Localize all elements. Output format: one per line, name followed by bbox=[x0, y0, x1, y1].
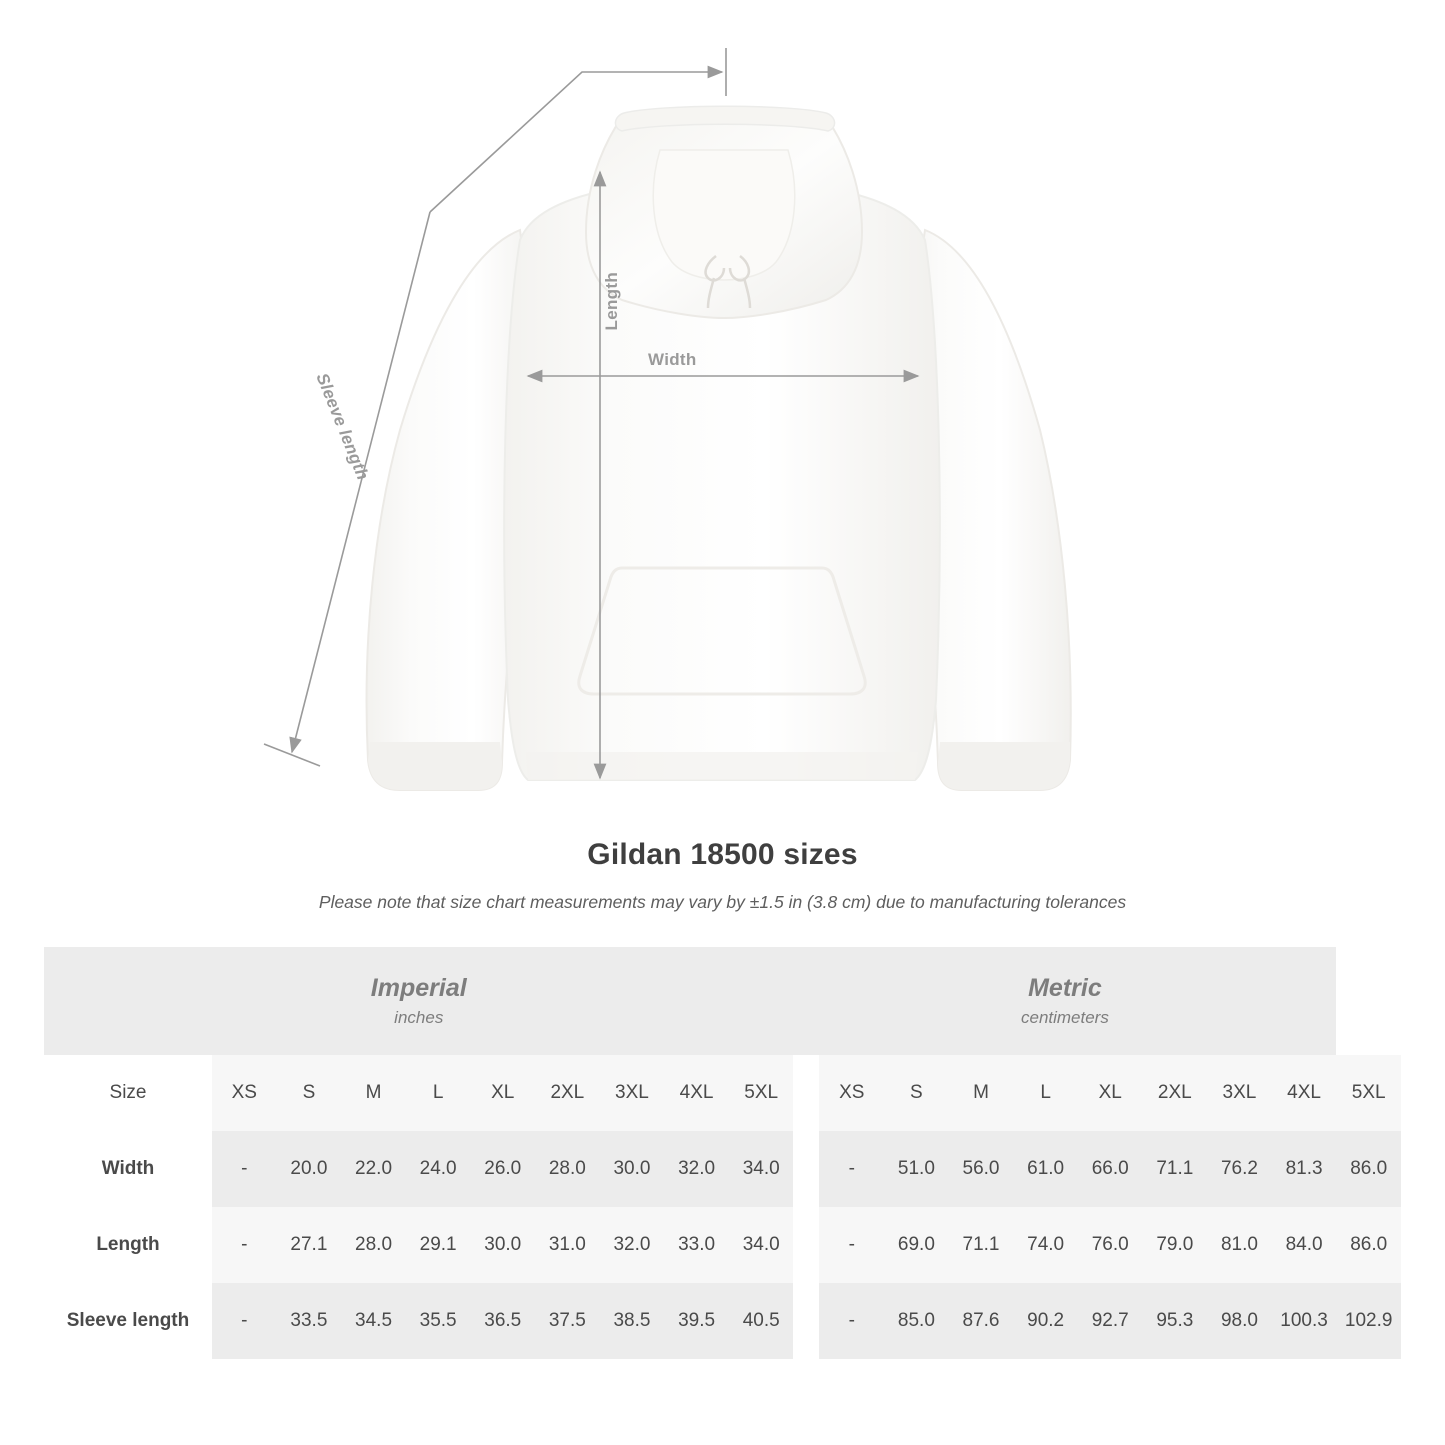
size-header-label: Size bbox=[44, 1055, 212, 1131]
size-header-row bbox=[44, 1055, 1401, 1131]
cell-sleeve-imp-2: 34.5 bbox=[341, 1283, 406, 1359]
cell-sleeve-imp-4: 36.5 bbox=[470, 1283, 535, 1359]
cell-width-met-5: 71.1 bbox=[1143, 1131, 1208, 1207]
cell-sleeve-met-5: 95.3 bbox=[1143, 1283, 1208, 1359]
cell-width-imp-0: - bbox=[212, 1131, 277, 1207]
cell-width-imp-5: 28.0 bbox=[535, 1131, 600, 1207]
cell-sleeve-imp-8: 40.5 bbox=[729, 1283, 794, 1359]
cell-width-met-8: 86.0 bbox=[1336, 1131, 1401, 1207]
cell-width-met-4: 66.0 bbox=[1078, 1131, 1143, 1207]
hoodie-shape bbox=[367, 106, 1071, 790]
size-header-imperial-0: XS bbox=[212, 1055, 277, 1131]
cell-length-imp-7: 33.0 bbox=[664, 1207, 729, 1283]
cell-width-imp-1: 20.0 bbox=[277, 1131, 342, 1207]
cell-length-met-4: 76.0 bbox=[1078, 1207, 1143, 1283]
cell-width-met-7: 81.3 bbox=[1272, 1131, 1337, 1207]
size-header-imperial-1: S bbox=[277, 1055, 342, 1131]
cell-sleeve-imp-7: 39.5 bbox=[664, 1283, 729, 1359]
row-label-width: Width bbox=[44, 1131, 212, 1207]
cell-length-imp-5: 31.0 bbox=[535, 1207, 600, 1283]
cell-length-met-5: 79.0 bbox=[1143, 1207, 1208, 1283]
cell-width-imp-2: 22.0 bbox=[341, 1131, 406, 1207]
cell-width-met-3: 61.0 bbox=[1013, 1131, 1078, 1207]
tolerance-note: Please note that size chart measurements may vary by ±1.5 in (3.8 cm) due to manufacturing tolerances bbox=[318, 892, 1127, 912]
cell-sleeve-met-4: 92.7 bbox=[1078, 1283, 1143, 1359]
cell-sleeve-imp-0: - bbox=[212, 1283, 277, 1359]
table-row bbox=[44, 1207, 1401, 1283]
size-header-metric-2: M bbox=[949, 1055, 1014, 1131]
column-gap bbox=[793, 1055, 819, 1131]
cell-length-imp-6: 32.0 bbox=[600, 1207, 665, 1283]
cell-length-met-8: 86.0 bbox=[1336, 1207, 1401, 1283]
size-header-metric-1: S bbox=[884, 1055, 949, 1131]
imperial-unit-cell bbox=[44, 947, 793, 1055]
cell-width-imp-7: 32.0 bbox=[664, 1131, 729, 1207]
cell-length-met-0: - bbox=[819, 1207, 884, 1283]
cell-sleeve-met-3: 90.2 bbox=[1013, 1283, 1078, 1359]
size-header-metric-8: 5XL bbox=[1336, 1055, 1401, 1131]
imperial-unit-name: Imperial bbox=[370, 973, 467, 1002]
row-label-length: Length bbox=[44, 1207, 212, 1283]
size-header-imperial-2: M bbox=[341, 1055, 406, 1131]
cell-sleeve-met-6: 98.0 bbox=[1207, 1283, 1272, 1359]
cell-length-met-1: 69.0 bbox=[884, 1207, 949, 1283]
size-header-imperial-4: XL bbox=[470, 1055, 535, 1131]
cell-width-met-6: 76.2 bbox=[1207, 1131, 1272, 1207]
cell-length-imp-2: 28.0 bbox=[341, 1207, 406, 1283]
cell-length-met-6: 81.0 bbox=[1207, 1207, 1272, 1283]
cell-length-met-3: 74.0 bbox=[1013, 1207, 1078, 1283]
cell-length-met-7: 84.0 bbox=[1272, 1207, 1337, 1283]
metric-unit-sub: centimeters bbox=[1020, 1008, 1109, 1028]
size-header-imperial-8: 5XL bbox=[729, 1055, 794, 1131]
column-gap bbox=[793, 1131, 819, 1207]
cell-length-imp-3: 29.1 bbox=[406, 1207, 471, 1283]
cell-sleeve-met-2: 87.6 bbox=[949, 1283, 1014, 1359]
size-table bbox=[44, 947, 1401, 1359]
cell-width-imp-6: 30.0 bbox=[600, 1131, 665, 1207]
column-gap bbox=[793, 1207, 819, 1283]
cell-length-imp-0: - bbox=[212, 1207, 277, 1283]
cell-sleeve-met-8: 102.9 bbox=[1336, 1283, 1401, 1359]
cell-length-imp-8: 34.0 bbox=[729, 1207, 794, 1283]
imperial-unit-sub: inches bbox=[394, 1008, 444, 1028]
table-row bbox=[44, 1131, 1401, 1207]
cell-length-met-2: 71.1 bbox=[949, 1207, 1014, 1283]
cell-sleeve-met-1: 85.0 bbox=[884, 1283, 949, 1359]
cell-width-imp-8: 34.0 bbox=[729, 1131, 794, 1207]
column-gap bbox=[793, 1283, 819, 1359]
metric-unit-cell bbox=[793, 947, 1336, 1055]
length-label: Length bbox=[602, 272, 621, 331]
cell-width-met-1: 51.0 bbox=[884, 1131, 949, 1207]
cell-sleeve-imp-5: 37.5 bbox=[535, 1283, 600, 1359]
cell-sleeve-imp-1: 33.5 bbox=[277, 1283, 342, 1359]
size-header-imperial-5: 2XL bbox=[535, 1055, 600, 1131]
cell-length-imp-4: 30.0 bbox=[470, 1207, 535, 1283]
cell-width-imp-4: 26.0 bbox=[470, 1131, 535, 1207]
size-header-metric-7: 4XL bbox=[1272, 1055, 1337, 1131]
size-header-imperial-3: L bbox=[406, 1055, 471, 1131]
unit-header-row bbox=[44, 947, 1401, 1055]
cell-sleeve-imp-3: 35.5 bbox=[406, 1283, 471, 1359]
size-header-metric-3: L bbox=[1013, 1055, 1078, 1131]
cell-sleeve-imp-6: 38.5 bbox=[600, 1283, 665, 1359]
cell-width-met-2: 56.0 bbox=[949, 1131, 1014, 1207]
cell-sleeve-met-0: - bbox=[819, 1283, 884, 1359]
cell-width-imp-3: 24.0 bbox=[406, 1131, 471, 1207]
size-header-imperial-7: 4XL bbox=[664, 1055, 729, 1131]
cell-sleeve-met-7: 100.3 bbox=[1272, 1283, 1337, 1359]
title-block bbox=[0, 838, 1445, 913]
cell-length-imp-1: 27.1 bbox=[277, 1207, 342, 1283]
size-header-metric-5: 2XL bbox=[1143, 1055, 1208, 1131]
metric-unit-name: Metric bbox=[1028, 973, 1102, 1002]
cell-width-met-0: - bbox=[819, 1131, 884, 1207]
size-header-imperial-6: 3XL bbox=[600, 1055, 665, 1131]
size-header-metric-4: XL bbox=[1078, 1055, 1143, 1131]
sleeve-length-label: Sleeve length bbox=[312, 370, 373, 483]
size-header-metric-6: 3XL bbox=[1207, 1055, 1272, 1131]
table-row bbox=[44, 1283, 1401, 1359]
size-header-metric-0: XS bbox=[819, 1055, 884, 1131]
size-table-wrap bbox=[0, 947, 1445, 1359]
width-label: Width bbox=[648, 350, 697, 369]
row-label-sleeve-length: Sleeve length bbox=[44, 1283, 212, 1359]
page-title: Gildan 18500 sizes bbox=[587, 838, 858, 871]
